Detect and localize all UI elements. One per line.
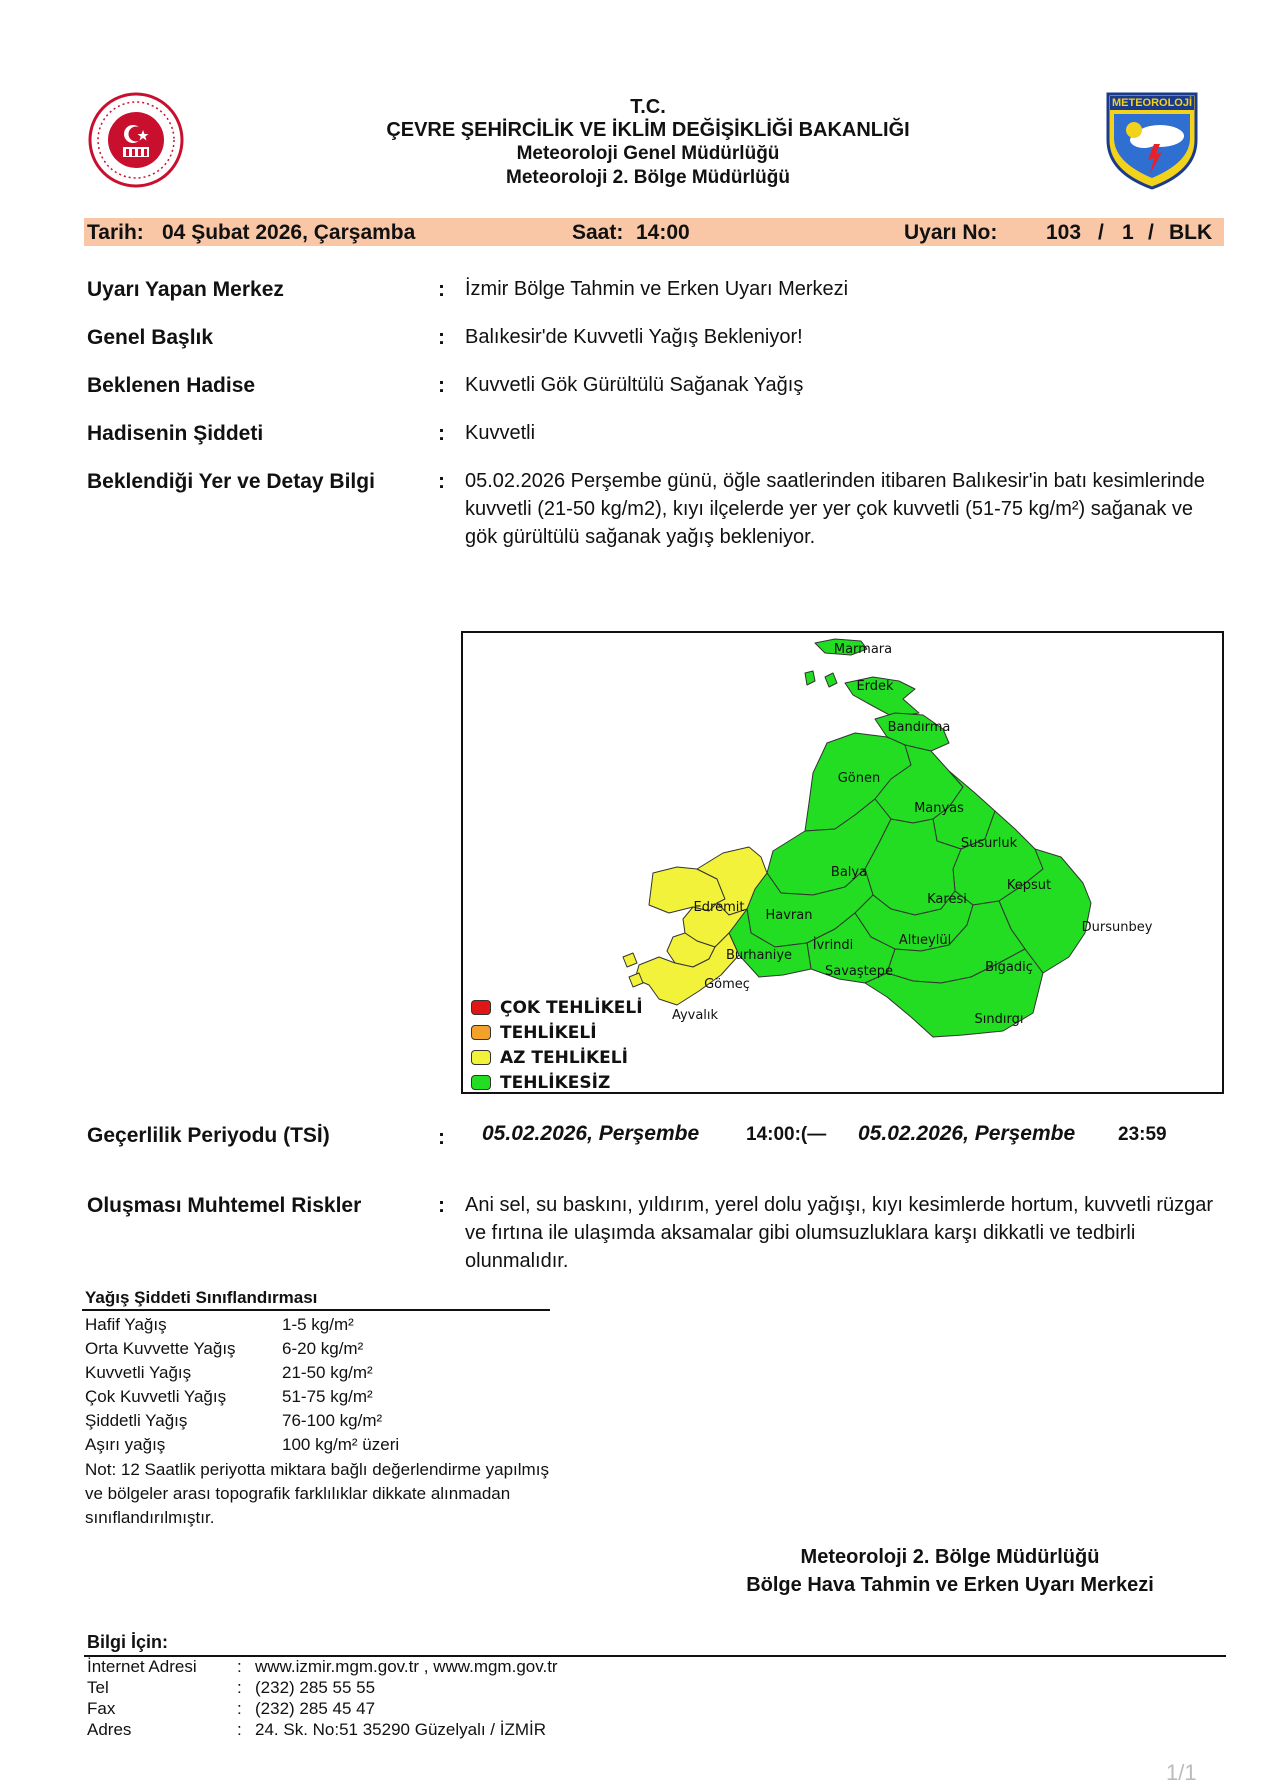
field-colon: : (438, 374, 445, 397)
map-label-ayvalik: Ayvalık (671, 1008, 719, 1023)
info-title: Bilgi İçin: (87, 1632, 168, 1652)
info-key: İnternet Adresi (87, 1657, 197, 1676)
signature-line-2: Bölge Hava Tahmin ve Erken Uyarı Merkezi (746, 1574, 1154, 1596)
info-key: Adres (87, 1720, 132, 1739)
page-number: 1/1 (1166, 1760, 1197, 1785)
map-label-savastepe: Savaştepe (825, 964, 893, 979)
field-label-title: Genel Başlık (87, 326, 214, 349)
map-label-susurluk: Susurluk (960, 836, 1018, 851)
legend-label: ÇOK TEHLİKELİ (500, 997, 643, 1018)
classification-title: Yağış Şiddeti Sınıflandırması (85, 1288, 318, 1307)
legend-label: AZ TEHLİKELİ (500, 1047, 628, 1068)
map-label-dursunbey: Dursunbey (1081, 920, 1153, 935)
classification-row (85, 1361, 399, 1385)
meteoroloji-logo-text: METEOROLOJİ (1111, 97, 1193, 109)
signature-line-1: Meteoroloji 2. Bölge Müdürlüğü (800, 1546, 1100, 1568)
date-value: 04 Şubat 2026, Çarşamba (162, 221, 416, 244)
legend-swatch-red (471, 1000, 491, 1015)
map-label-gomec: Gömeç (704, 977, 750, 992)
class-name: Hafif Yağış (85, 1315, 167, 1334)
classification-table (85, 1313, 399, 1457)
legend-label: TEHLİKELİ (500, 1022, 597, 1043)
class-name: Çok Kuvvetli Yağış (85, 1387, 227, 1406)
map-label-manyas: Manyas (914, 801, 964, 816)
info-key: Fax (87, 1699, 116, 1718)
class-name: Kuvvetli Yağış (85, 1363, 192, 1382)
classification-row (85, 1385, 399, 1409)
warning-separator-1: / (1098, 221, 1104, 244)
info-value-web: www.izmir.mgm.gov.tr , www.mgm.gov.tr (255, 1657, 558, 1676)
class-range: 6-20 kg/m² (282, 1339, 364, 1358)
info-row: Adres : 24. Sk. No:51 35290 Güzelyalı / İZMİR (87, 1720, 547, 1739)
class-range: 21-50 kg/m² (282, 1363, 373, 1382)
map-label-sindirgi: Sındırgı (974, 1012, 1024, 1027)
date-label: Tarih: (87, 221, 144, 244)
validity-label: Geçerlilik Periyodu (TSİ) (87, 1124, 330, 1147)
header-regional-directorate: Meteoroloji 2. Bölge Müdürlüğü (506, 167, 790, 188)
field-value-severity: Kuvvetli (465, 422, 536, 444)
field-value-center: İzmir Bölge Tahmin ve Erken Uyarı Merkezi (465, 278, 849, 300)
warning-map (461, 631, 1224, 1094)
map-label-altieylul: Altıeylül (898, 933, 952, 948)
info-key: Tel (87, 1678, 109, 1697)
classification-row (85, 1409, 399, 1433)
district-ayvalik-islet (623, 953, 637, 967)
legend-swatch-yellow (471, 1050, 491, 1065)
map-label-burhaniye: Burhaniye (725, 948, 793, 963)
info-value-fax: (232) 285 45 47 (255, 1699, 376, 1718)
legend-item (471, 1045, 643, 1070)
map-label-gonen: Gönen (837, 771, 881, 786)
info-value-tel: (232) 285 55 55 (255, 1678, 376, 1697)
class-name: Şiddetli Yağış (85, 1411, 188, 1430)
map-label-balya: Balya (830, 865, 868, 880)
map-label-karesi: Karesi (927, 892, 967, 907)
validity-start-date: 05.02.2026, Perşembe (482, 1122, 700, 1145)
info-row: İnternet Adresi : www.izmir.mgm.gov.tr , www.mgm.gov.tr (87, 1657, 558, 1676)
info-row: Tel : (232) 285 55 55 (87, 1678, 376, 1697)
warning-separator-2: / (1148, 221, 1154, 244)
legend-item (471, 1070, 643, 1094)
header-line-1: T.C. (630, 96, 666, 118)
meteoroloji-logo (1104, 90, 1200, 190)
class-name: Orta Kuvvette Yağış (85, 1339, 236, 1358)
risks-label: Oluşması Muhtemel Riskler (87, 1194, 362, 1217)
map-label-ivrindi: İvrindi (812, 938, 854, 953)
field-label-detail: Beklendiği Yer ve Detay Bilgi (87, 470, 375, 493)
warning-code: BLK (1169, 221, 1213, 244)
map-label-erdek: Erdek (856, 679, 894, 694)
field-colon: : (438, 326, 445, 349)
map-label-kepsut: Kepsut (1006, 878, 1052, 893)
classification-divider (82, 1309, 550, 1311)
header-general-directorate: Meteoroloji Genel Müdürlüğü (516, 143, 780, 164)
legend-label: TEHLİKESİZ (500, 1072, 611, 1093)
map-legend (471, 995, 643, 1094)
warning-info-band (84, 218, 1224, 246)
classification-row (85, 1337, 399, 1361)
classification-row (85, 1313, 399, 1337)
classification-note: Not: 12 Saatlik periyotta miktara bağlı değerlendirme yapılmış ve bölgeler arası topografik farklılıklar dikkate alınmadan sınıflandırılmıştır. (85, 1460, 549, 1527)
time-value: 14:00 (636, 221, 690, 244)
field-colon: : (438, 1194, 445, 1217)
field-value-title: Balıkesir'de Kuvvetli Yağış Bekleniyor! (465, 326, 803, 348)
info-value-address: 24. Sk. No:51 35290 Güzelyalı / İZMİR (255, 1720, 547, 1739)
field-label-event: Beklenen Hadise (87, 374, 256, 397)
map-label-edremit: Edremit (693, 900, 745, 915)
field-colon: : (438, 422, 445, 445)
classification-row (85, 1433, 399, 1457)
field-colon: : (438, 1126, 445, 1149)
info-row: Fax : (232) 285 45 47 (87, 1699, 376, 1718)
field-label-severity: Hadisenin Şiddeti (87, 422, 264, 445)
field-colon: : (438, 278, 445, 301)
map-label-bigadic: Bigadiç (985, 960, 1033, 975)
map-label-marmara: Marmara (833, 642, 893, 657)
field-label-center: Uyarı Yapan Merkez (87, 278, 284, 301)
legend-swatch-orange (471, 1025, 491, 1040)
validity-end-time: 23:59 (1118, 1124, 1167, 1145)
class-range: 1-5 kg/m² (282, 1315, 354, 1334)
district-marmara-islet (805, 671, 815, 685)
class-range: 51-75 kg/m² (282, 1387, 373, 1406)
warning-part: 1 (1122, 221, 1134, 244)
field-value-detail: 05.02.2026 Perşembe günü, öğle saatlerinden itibaren Balıkesir'in batı kesimlerinde kuvvetli (21-50 kg/m2), kıyı ilçelerde yer yer çok kuvvetli (51-75 kg/m²) sağanak ve gök gürültülü sağanak yağış bekleniyor. (465, 470, 1205, 548)
header-ministry: ÇEVRE ŞEHİRCİLİK VE İKLİM DEĞİŞİKLİĞİ BAKANLIĞI (386, 119, 910, 141)
legend-item (471, 995, 643, 1020)
district-marmara-islet (825, 673, 837, 687)
class-range: 100 kg/m² üzeri (282, 1435, 400, 1454)
legend-item (471, 1020, 643, 1045)
risks-value: Ani sel, su baskını, yıldırım, yerel dolu yağışı, kıyı kesimlerde hortum, kuvvetli rüzgar ve fırtına ile ulaşımda aksamalar gibi olumsuzluklara karşı dikkatli ve tedbirli olunmalıdır. (465, 1194, 1214, 1272)
warning-label: Uyarı No: (904, 221, 998, 244)
time-label: Saat: (572, 221, 624, 244)
map-label-bandirma: Bandırma (887, 720, 951, 735)
legend-swatch-green (471, 1075, 491, 1090)
class-range: 76-100 kg/m² (282, 1411, 383, 1430)
validity-end-date: 05.02.2026, Perşembe (858, 1122, 1076, 1145)
field-colon: : (438, 470, 445, 493)
class-name: Aşırı yağış (85, 1435, 166, 1454)
map-label-havran: Havran (765, 908, 813, 923)
validity-start-time: 14:00:(— (746, 1124, 827, 1145)
warning-number: 103 (1046, 221, 1082, 244)
field-value-event: Kuvvetli Gök Gürültülü Sağanak Yağış (465, 374, 804, 396)
